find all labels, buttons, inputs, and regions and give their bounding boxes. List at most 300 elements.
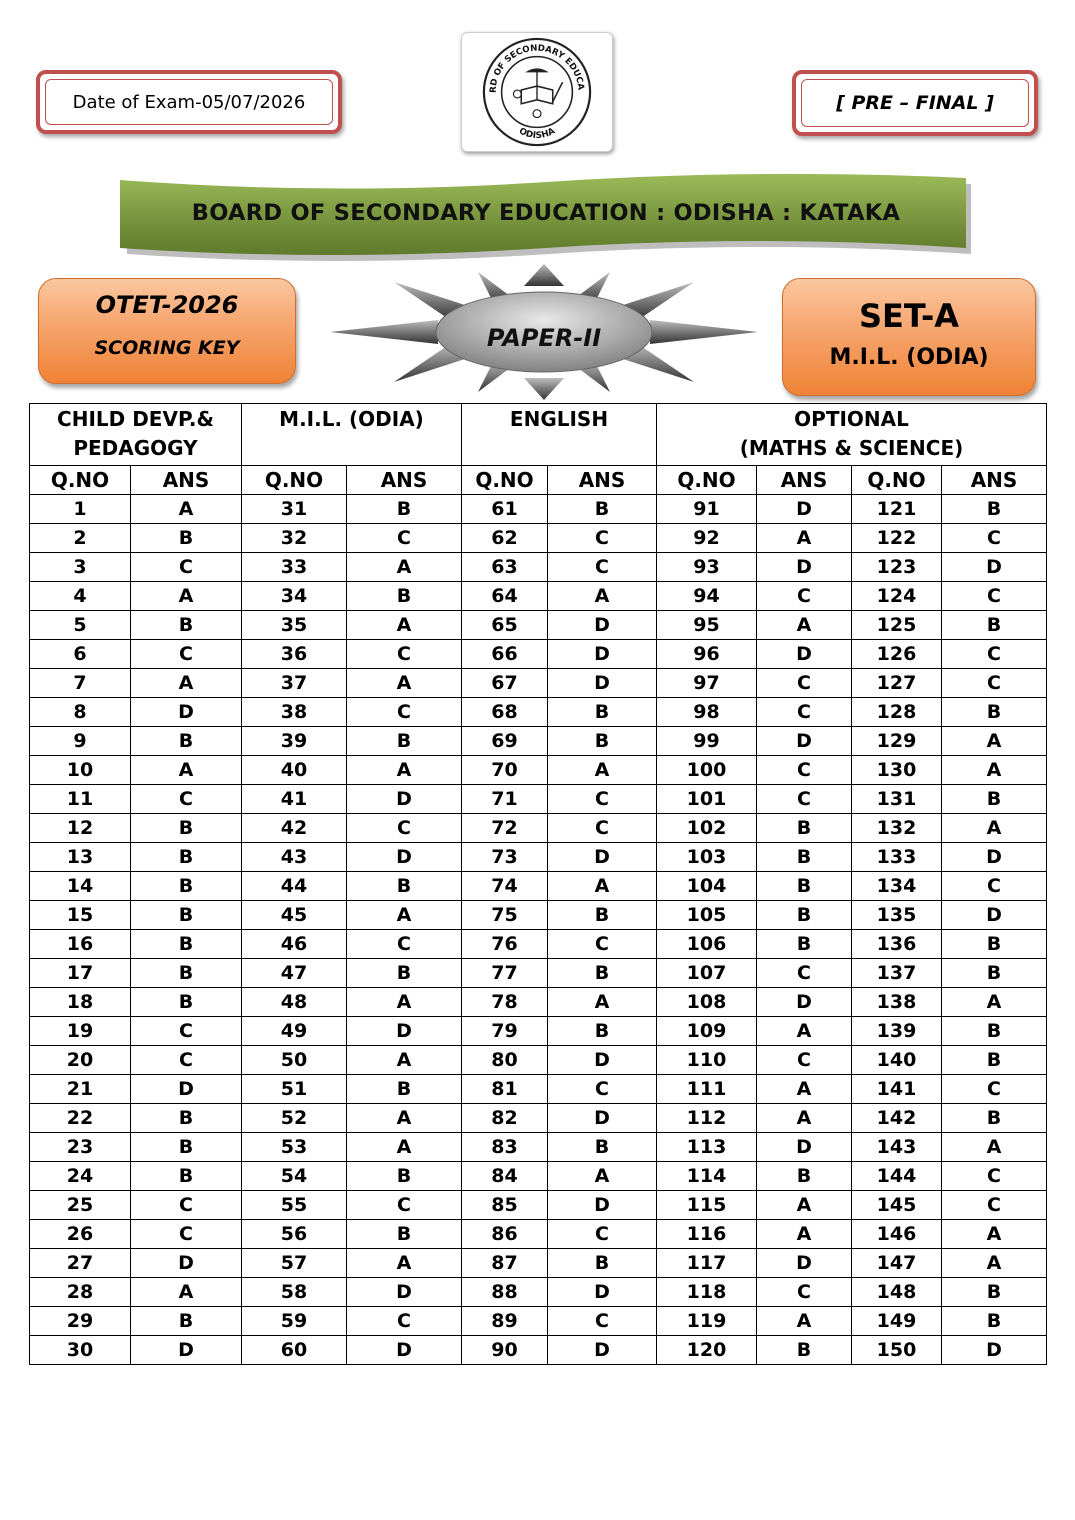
answer-cell: B <box>347 727 462 756</box>
table-row <box>30 1046 1047 1075</box>
answer-cell: B <box>548 495 657 524</box>
table-row <box>30 1017 1047 1046</box>
question-number-cell: 28 <box>30 1278 131 1307</box>
question-number-cell: 56 <box>242 1220 347 1249</box>
question-number-cell: 10 <box>30 756 131 785</box>
answer-cell: B <box>131 814 242 843</box>
answer-cell: A <box>347 669 462 698</box>
answer-cell: D <box>347 843 462 872</box>
question-number-cell: 68 <box>462 698 548 727</box>
question-number-cell: 97 <box>657 669 757 698</box>
table-row <box>30 1075 1047 1104</box>
answer-cell: A <box>942 1249 1047 1278</box>
question-number-cell: 1 <box>30 495 131 524</box>
answer-cell: A <box>347 1046 462 1075</box>
answer-cell: A <box>942 727 1047 756</box>
question-number-cell: 114 <box>657 1162 757 1191</box>
answer-cell: B <box>131 524 242 553</box>
question-number-cell: 53 <box>242 1133 347 1162</box>
answer-cell: B <box>347 495 462 524</box>
answer-cell: B <box>757 1162 852 1191</box>
answer-cell: A <box>548 582 657 611</box>
answer-cell: A <box>347 901 462 930</box>
table-row <box>30 553 1047 582</box>
question-number-cell: 22 <box>30 1104 131 1133</box>
question-number-cell: 107 <box>657 959 757 988</box>
column-header: Q.NO <box>242 466 347 495</box>
answer-cell: C <box>548 1075 657 1104</box>
column-header-row <box>30 466 1047 495</box>
question-number-cell: 134 <box>852 872 942 901</box>
question-number-cell: 35 <box>242 611 347 640</box>
question-number-cell: 88 <box>462 1278 548 1307</box>
question-number-cell: 81 <box>462 1075 548 1104</box>
answer-cell: A <box>347 1104 462 1133</box>
status-box <box>792 70 1038 136</box>
answer-cell: D <box>942 901 1047 930</box>
question-number-cell: 71 <box>462 785 548 814</box>
question-number-cell: 119 <box>657 1307 757 1336</box>
question-number-cell: 146 <box>852 1220 942 1249</box>
answer-cell: D <box>548 1191 657 1220</box>
table-row <box>30 756 1047 785</box>
question-number-cell: 150 <box>852 1336 942 1365</box>
question-number-cell: 29 <box>30 1307 131 1336</box>
question-number-cell: 52 <box>242 1104 347 1133</box>
question-number-cell: 89 <box>462 1307 548 1336</box>
answer-cell: C <box>757 959 852 988</box>
question-number-cell: 33 <box>242 553 347 582</box>
column-header: Q.NO <box>30 466 131 495</box>
answer-cell: A <box>757 524 852 553</box>
answer-cell: B <box>131 1162 242 1191</box>
answer-cell: B <box>942 495 1047 524</box>
answer-cell: B <box>757 1336 852 1365</box>
answer-cell: A <box>757 611 852 640</box>
question-number-cell: 20 <box>30 1046 131 1075</box>
answer-cell: B <box>757 872 852 901</box>
answer-cell: C <box>942 1162 1047 1191</box>
table-row <box>30 640 1047 669</box>
section-header-row <box>30 404 1047 466</box>
column-header: ANS <box>757 466 852 495</box>
answer-cell: B <box>131 611 242 640</box>
question-number-cell: 93 <box>657 553 757 582</box>
question-number-cell: 79 <box>462 1017 548 1046</box>
answer-cell: D <box>757 727 852 756</box>
question-number-cell: 117 <box>657 1249 757 1278</box>
question-number-cell: 136 <box>852 930 942 959</box>
question-number-cell: 115 <box>657 1191 757 1220</box>
table-row <box>30 814 1047 843</box>
scoring-key-table <box>29 403 1047 1365</box>
table-row <box>30 669 1047 698</box>
answer-cell: A <box>347 756 462 785</box>
question-number-cell: 98 <box>657 698 757 727</box>
table-row <box>30 843 1047 872</box>
question-number-cell: 73 <box>462 843 548 872</box>
answer-cell: B <box>347 1162 462 1191</box>
board-name: BOARD OF SECONDARY EDUCATION : ODISHA : KATAKA <box>191 200 901 226</box>
answer-cell: C <box>131 1191 242 1220</box>
question-number-cell: 45 <box>242 901 347 930</box>
question-number-cell: 48 <box>242 988 347 1017</box>
table-row <box>30 930 1047 959</box>
answer-cell: D <box>548 611 657 640</box>
answer-cell: A <box>347 988 462 1017</box>
table-row <box>30 988 1047 1017</box>
question-number-cell: 57 <box>242 1249 347 1278</box>
question-number-cell: 95 <box>657 611 757 640</box>
answer-cell: B <box>347 959 462 988</box>
question-number-cell: 39 <box>242 727 347 756</box>
question-number-cell: 131 <box>852 785 942 814</box>
answer-cell: C <box>942 524 1047 553</box>
answer-cell: A <box>548 756 657 785</box>
answer-cell: C <box>942 1191 1047 1220</box>
question-number-cell: 109 <box>657 1017 757 1046</box>
answer-cell: D <box>548 1046 657 1075</box>
table-row <box>30 524 1047 553</box>
board-seal-icon <box>462 33 612 151</box>
table-row <box>30 901 1047 930</box>
language-label: M.I.L. (ODIA) <box>829 345 989 370</box>
question-number-cell: 142 <box>852 1104 942 1133</box>
answer-cell: A <box>757 1307 852 1336</box>
answer-cell: C <box>548 785 657 814</box>
column-header: Q.NO <box>657 466 757 495</box>
answer-cell: C <box>942 669 1047 698</box>
answer-cell: B <box>131 872 242 901</box>
table-row <box>30 1162 1047 1191</box>
table-row <box>30 1307 1047 1336</box>
question-number-cell: 60 <box>242 1336 347 1365</box>
answer-cell: B <box>131 930 242 959</box>
question-number-cell: 113 <box>657 1133 757 1162</box>
question-number-cell: 37 <box>242 669 347 698</box>
question-number-cell: 15 <box>30 901 131 930</box>
question-number-cell: 118 <box>657 1278 757 1307</box>
question-number-cell: 34 <box>242 582 347 611</box>
question-number-cell: 128 <box>852 698 942 727</box>
answer-cell: A <box>131 1278 242 1307</box>
answer-cell: D <box>347 1017 462 1046</box>
answer-cell: B <box>131 727 242 756</box>
answer-cell: D <box>942 843 1047 872</box>
answer-cell: B <box>942 1104 1047 1133</box>
answer-cell: C <box>548 524 657 553</box>
question-number-cell: 112 <box>657 1104 757 1133</box>
question-number-cell: 103 <box>657 843 757 872</box>
answer-cell: A <box>942 988 1047 1017</box>
answer-cell: C <box>347 1191 462 1220</box>
question-number-cell: 120 <box>657 1336 757 1365</box>
answer-cell: B <box>131 901 242 930</box>
answer-cell: B <box>942 785 1047 814</box>
answer-cell: A <box>942 1133 1047 1162</box>
question-number-cell: 59 <box>242 1307 347 1336</box>
question-number-cell: 14 <box>30 872 131 901</box>
question-number-cell: 50 <box>242 1046 347 1075</box>
table-row <box>30 785 1047 814</box>
answer-cell: B <box>347 1220 462 1249</box>
exam-date-text: Date of Exam-05/07/2026 <box>45 79 333 125</box>
table-row <box>30 611 1047 640</box>
question-number-cell: 129 <box>852 727 942 756</box>
question-number-cell: 51 <box>242 1075 347 1104</box>
answer-cell: B <box>347 582 462 611</box>
answer-cell: A <box>347 553 462 582</box>
table-row <box>30 1191 1047 1220</box>
table-row <box>30 1104 1047 1133</box>
answer-cell: A <box>548 1162 657 1191</box>
question-number-cell: 26 <box>30 1220 131 1249</box>
answer-cell: B <box>131 988 242 1017</box>
question-number-cell: 9 <box>30 727 131 756</box>
question-number-cell: 80 <box>462 1046 548 1075</box>
answer-cell: D <box>347 785 462 814</box>
question-number-cell: 44 <box>242 872 347 901</box>
answer-cell: D <box>548 669 657 698</box>
question-number-cell: 7 <box>30 669 131 698</box>
question-number-cell: 24 <box>30 1162 131 1191</box>
question-number-cell: 64 <box>462 582 548 611</box>
answer-cell: A <box>131 669 242 698</box>
question-number-cell: 141 <box>852 1075 942 1104</box>
question-number-cell: 127 <box>852 669 942 698</box>
answer-cell: D <box>757 553 852 582</box>
table-row <box>30 698 1047 727</box>
answer-cell: C <box>347 814 462 843</box>
section-header: OPTIONAL (MATHS & SCIENCE) <box>657 404 1047 466</box>
answer-cell: B <box>131 843 242 872</box>
svg-text:ODISHA: ODISHA <box>517 126 557 142</box>
exam-name: OTET-2026 <box>95 291 239 319</box>
answer-cell: C <box>347 930 462 959</box>
answer-cell: B <box>131 1307 242 1336</box>
answer-cell: C <box>757 669 852 698</box>
question-number-cell: 46 <box>242 930 347 959</box>
question-number-cell: 12 <box>30 814 131 843</box>
answer-cell: C <box>347 698 462 727</box>
exam-name-badge <box>38 278 296 384</box>
answer-cell: D <box>548 1104 657 1133</box>
question-number-cell: 72 <box>462 814 548 843</box>
answer-cell: D <box>757 988 852 1017</box>
answer-cell: D <box>757 1133 852 1162</box>
table-row <box>30 727 1047 756</box>
answer-cell: C <box>131 1046 242 1075</box>
answer-cell: B <box>548 727 657 756</box>
answer-cell: C <box>757 785 852 814</box>
answer-cell: A <box>131 756 242 785</box>
answer-cell: C <box>347 524 462 553</box>
answer-cell: B <box>548 1017 657 1046</box>
question-number-cell: 25 <box>30 1191 131 1220</box>
column-header: ANS <box>347 466 462 495</box>
answer-cell: B <box>942 1046 1047 1075</box>
answer-cell: D <box>131 1075 242 1104</box>
question-number-cell: 8 <box>30 698 131 727</box>
question-number-cell: 105 <box>657 901 757 930</box>
question-number-cell: 140 <box>852 1046 942 1075</box>
question-number-cell: 99 <box>657 727 757 756</box>
question-number-cell: 67 <box>462 669 548 698</box>
answer-cell: C <box>757 1046 852 1075</box>
question-number-cell: 130 <box>852 756 942 785</box>
column-header: Q.NO <box>852 466 942 495</box>
question-number-cell: 38 <box>242 698 347 727</box>
question-number-cell: 91 <box>657 495 757 524</box>
answer-cell: A <box>131 582 242 611</box>
answer-cell: B <box>757 930 852 959</box>
question-number-cell: 101 <box>657 785 757 814</box>
status-label: [ PRE – FINAL ] <box>801 79 1029 127</box>
question-number-cell: 32 <box>242 524 347 553</box>
question-number-cell: 6 <box>30 640 131 669</box>
question-number-cell: 126 <box>852 640 942 669</box>
answer-cell: C <box>548 553 657 582</box>
answer-cell: B <box>548 1249 657 1278</box>
set-label: SET-A <box>858 297 960 335</box>
answer-cell: C <box>131 1220 242 1249</box>
question-number-cell: 83 <box>462 1133 548 1162</box>
answer-cell: A <box>757 1220 852 1249</box>
answer-cell: B <box>131 959 242 988</box>
question-number-cell: 3 <box>30 553 131 582</box>
answer-cell: C <box>548 814 657 843</box>
question-number-cell: 30 <box>30 1336 131 1365</box>
answer-cell: B <box>548 1133 657 1162</box>
answer-cell: D <box>757 1249 852 1278</box>
table-row <box>30 1133 1047 1162</box>
question-number-cell: 125 <box>852 611 942 640</box>
question-number-cell: 27 <box>30 1249 131 1278</box>
answer-cell: D <box>347 1278 462 1307</box>
paper-label: PAPER-II <box>486 324 602 352</box>
question-number-cell: 82 <box>462 1104 548 1133</box>
table-row <box>30 872 1047 901</box>
answer-cell: D <box>757 640 852 669</box>
column-header: ANS <box>131 466 242 495</box>
question-number-cell: 138 <box>852 988 942 1017</box>
question-number-cell: 76 <box>462 930 548 959</box>
question-number-cell: 133 <box>852 843 942 872</box>
answer-cell: C <box>942 1075 1047 1104</box>
question-number-cell: 123 <box>852 553 942 582</box>
question-number-cell: 104 <box>657 872 757 901</box>
column-header: Q.NO <box>462 466 548 495</box>
answer-cell: B <box>131 1104 242 1133</box>
table-row <box>30 582 1047 611</box>
answer-cell: C <box>942 872 1047 901</box>
answer-cell: D <box>757 495 852 524</box>
question-number-cell: 43 <box>242 843 347 872</box>
table-row <box>30 1336 1047 1365</box>
question-number-cell: 94 <box>657 582 757 611</box>
answer-cell: A <box>347 1133 462 1162</box>
table-row <box>30 959 1047 988</box>
answer-cell: C <box>757 1278 852 1307</box>
answer-cell: D <box>548 843 657 872</box>
answer-cell: B <box>942 930 1047 959</box>
question-number-cell: 5 <box>30 611 131 640</box>
answer-cell: D <box>131 698 242 727</box>
question-number-cell: 23 <box>30 1133 131 1162</box>
question-number-cell: 21 <box>30 1075 131 1104</box>
answer-cell: B <box>942 959 1047 988</box>
question-number-cell: 139 <box>852 1017 942 1046</box>
answer-cell: B <box>942 698 1047 727</box>
question-number-cell: 19 <box>30 1017 131 1046</box>
answer-cell: D <box>347 1336 462 1365</box>
question-number-cell: 75 <box>462 901 548 930</box>
scoring-key-label: SCORING KEY <box>94 337 240 359</box>
answer-cell: B <box>757 814 852 843</box>
answer-cell: C <box>131 785 242 814</box>
answer-cell: D <box>942 1336 1047 1365</box>
question-number-cell: 121 <box>852 495 942 524</box>
question-number-cell: 61 <box>462 495 548 524</box>
answer-cell: C <box>757 698 852 727</box>
table-row <box>30 1220 1047 1249</box>
question-number-cell: 84 <box>462 1162 548 1191</box>
question-number-cell: 147 <box>852 1249 942 1278</box>
answer-cell: D <box>131 1336 242 1365</box>
question-number-cell: 85 <box>462 1191 548 1220</box>
answer-cell: D <box>131 1249 242 1278</box>
question-number-cell: 149 <box>852 1307 942 1336</box>
question-number-cell: 132 <box>852 814 942 843</box>
question-number-cell: 122 <box>852 524 942 553</box>
answer-cell: B <box>942 1278 1047 1307</box>
question-number-cell: 148 <box>852 1278 942 1307</box>
table-row <box>30 1278 1047 1307</box>
answer-cell: C <box>347 640 462 669</box>
answer-cell: A <box>942 756 1047 785</box>
answer-cell: B <box>548 698 657 727</box>
question-number-cell: 55 <box>242 1191 347 1220</box>
question-number-cell: 144 <box>852 1162 942 1191</box>
svg-text:BOARD OF SECONDARY EDUCATION: RD OF SECONDARY EDUCA <box>488 43 586 94</box>
answer-cell: C <box>548 1307 657 1336</box>
question-number-cell: 145 <box>852 1191 942 1220</box>
question-number-cell: 11 <box>30 785 131 814</box>
table-row <box>30 495 1047 524</box>
answer-cell: B <box>548 901 657 930</box>
question-number-cell: 54 <box>242 1162 347 1191</box>
answer-cell: A <box>942 814 1047 843</box>
question-number-cell: 66 <box>462 640 548 669</box>
question-number-cell: 96 <box>657 640 757 669</box>
question-number-cell: 70 <box>462 756 548 785</box>
answer-cell: C <box>131 1017 242 1046</box>
question-number-cell: 108 <box>657 988 757 1017</box>
question-number-cell: 49 <box>242 1017 347 1046</box>
answer-cell: B <box>757 901 852 930</box>
column-header: ANS <box>942 466 1047 495</box>
question-number-cell: 16 <box>30 930 131 959</box>
question-number-cell: 4 <box>30 582 131 611</box>
section-header: M.I.L. (ODIA) <box>242 404 462 466</box>
answer-cell: A <box>757 1191 852 1220</box>
column-header: ANS <box>548 466 657 495</box>
question-number-cell: 69 <box>462 727 548 756</box>
set-badge <box>782 278 1036 396</box>
question-number-cell: 116 <box>657 1220 757 1249</box>
answer-cell: B <box>548 959 657 988</box>
question-number-cell: 42 <box>242 814 347 843</box>
